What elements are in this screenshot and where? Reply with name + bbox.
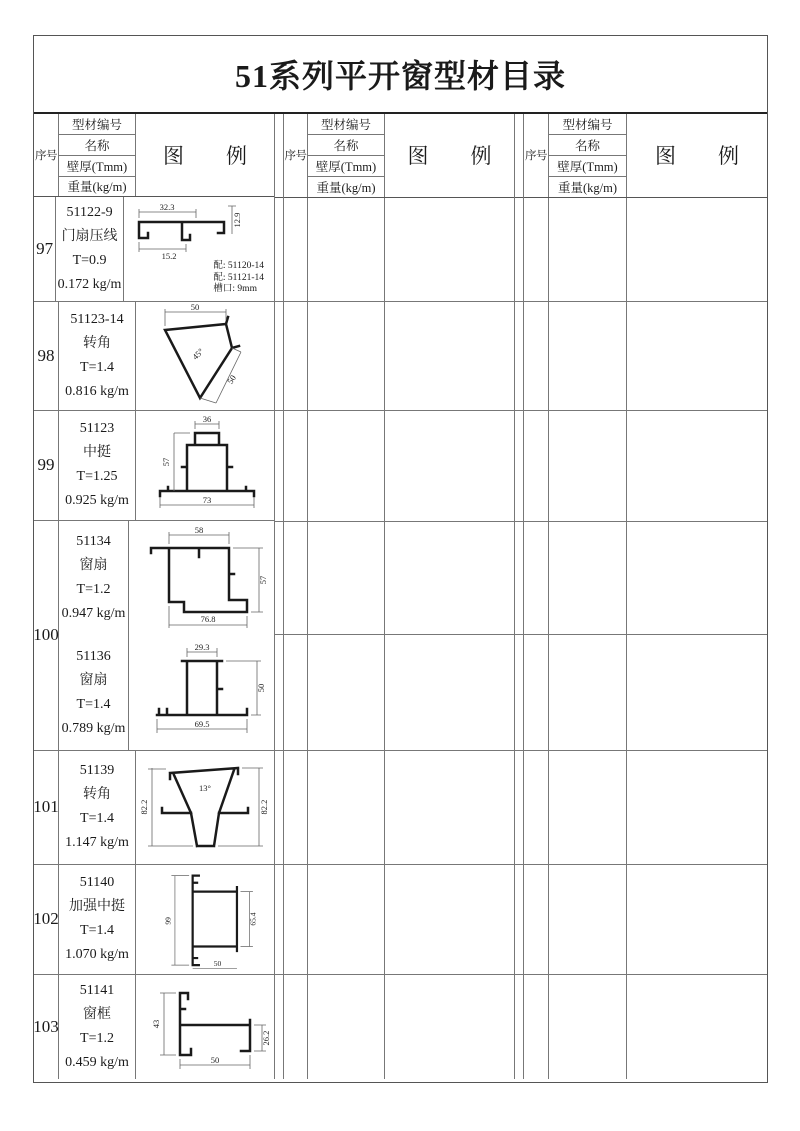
field-headers (59, 114, 136, 196)
profile-thickness: T=1.25 (76, 469, 118, 485)
dimension-label: 26.2 (260, 1031, 271, 1046)
profile-info (59, 411, 136, 520)
field-header-weight: 重量(kg/m) (316, 180, 376, 195)
row-number: 99 (34, 411, 59, 520)
profile-code: 51140 (79, 875, 115, 891)
profile-code: 51134 (76, 534, 111, 550)
profile-info (59, 975, 136, 1079)
page-title: 51系列平开窗型材目录 (34, 36, 767, 114)
field-header-code: 型材编号 (308, 114, 384, 135)
dimension-label: 15.2 (161, 251, 177, 261)
profile-drawing (138, 415, 273, 515)
empty-row (284, 411, 514, 521)
field-header-name: 名称 (59, 135, 135, 156)
note-line: 槽口: 9mm (213, 284, 257, 295)
dimension-label: 57 (160, 457, 171, 467)
empty-row (284, 751, 514, 865)
dimension-label: 82.2 (138, 799, 149, 815)
table-body (34, 114, 767, 1079)
profile-info (59, 865, 136, 974)
profile-name: 窗扇 (79, 672, 108, 688)
profile-drawing (138, 751, 273, 863)
field-header-thickness: 壁厚(Tmm) (59, 156, 135, 177)
note-line: 配: 51121-14 (213, 272, 264, 283)
seq-header: 序号 (524, 114, 549, 197)
profile-drawing (129, 522, 274, 634)
profile-illustration (129, 521, 274, 636)
profile-illustration (136, 975, 274, 1079)
dimension-label: 36 (202, 415, 211, 425)
field-headers (308, 114, 385, 197)
profile-illustration (136, 302, 274, 410)
empty-row (524, 198, 767, 302)
profile-thickness: T=1.4 (80, 359, 114, 375)
table-row (34, 865, 274, 975)
profile-name: 转角 (83, 787, 111, 803)
dimension-label: 82.2 (258, 799, 269, 815)
table-row (34, 521, 274, 751)
dimension-label: 13° (198, 783, 211, 794)
profile-info (56, 197, 124, 300)
pairing-notes (213, 261, 274, 296)
profile-drawing (124, 202, 274, 260)
profile-drawing (138, 979, 273, 1074)
field-header-code: 型材编号 (59, 114, 135, 135)
group1-header (34, 114, 274, 197)
table-row (34, 302, 274, 411)
field-header-weight: 重量(kg/m) (67, 180, 127, 195)
profile-weight: 1.147 kg/m (65, 835, 129, 851)
empty-row (524, 302, 767, 411)
profile-drawing (129, 643, 274, 743)
profile-code: 51141 (79, 982, 115, 998)
table-row (34, 975, 274, 1079)
note-line: 配: 51120-14 (213, 261, 264, 272)
empty-row (284, 302, 514, 411)
profile-weight: 0.789 kg/m (61, 720, 126, 736)
profile-drawing (140, 302, 270, 410)
seq-header: 序号 (284, 114, 308, 197)
profile-drawing (143, 865, 268, 974)
dimension-label: 32.3 (159, 202, 175, 213)
group2-header (284, 114, 514, 198)
table-row (34, 197, 274, 301)
field-header-name: 名称 (308, 135, 384, 156)
table-row (34, 751, 274, 865)
dimension-label: 43 (150, 1020, 161, 1029)
profile-name: 加强中挺 (69, 899, 125, 915)
row-number: 102 (34, 865, 59, 974)
field-header-thickness: 壁厚(Tmm) (308, 156, 384, 177)
empty-row (284, 865, 514, 974)
dimension-label: 12.9 (232, 212, 242, 228)
profile-name: 门扇压线 (61, 228, 118, 244)
field-header-thickness: 壁厚(Tmm) (549, 156, 626, 177)
profile-info (59, 751, 136, 864)
illustration-header: 图 例 (407, 144, 492, 169)
dimension-label: 45° (190, 345, 206, 362)
profile-thickness: T=1.2 (80, 1030, 114, 1046)
dimension-label: 29.3 (194, 642, 210, 652)
empty-row (284, 975, 514, 1079)
empty-row (524, 865, 767, 974)
column-group-2 (284, 114, 514, 1079)
seq-header: 序号 (34, 114, 59, 196)
dimension-label: 65.4 (248, 912, 258, 926)
profile-illustration (136, 411, 274, 520)
profile-code: 51123 (79, 421, 115, 437)
profile-illustration (124, 197, 274, 300)
dimension-label: 73 (202, 495, 211, 506)
profile-info-stack (59, 521, 129, 750)
empty-row (284, 522, 514, 635)
column-group-3 (524, 114, 767, 1079)
dimension-label: 50 (210, 1055, 219, 1066)
row-number: 101 (34, 751, 59, 864)
table-row (34, 411, 274, 521)
row-number: 100 (34, 521, 59, 750)
profile-thickness: T=1.4 (80, 811, 114, 827)
dimension-label: 99 (162, 916, 172, 925)
group-divider (514, 114, 524, 1079)
profile-thickness: T=1.4 (80, 923, 114, 939)
field-header-name: 名称 (549, 135, 626, 156)
group3-header (524, 114, 767, 198)
illustration-header: 图 例 (655, 144, 739, 169)
profile-thickness: T=1.2 (76, 582, 111, 598)
row-number: 103 (34, 975, 59, 1079)
profile-weight: 0.816 kg/m (65, 383, 129, 399)
profile-thickness: T=0.9 (72, 252, 107, 268)
dimension-label: 76.8 (200, 614, 216, 625)
empty-row (524, 411, 767, 521)
group-divider (274, 114, 284, 1079)
profile-code: 51136 (76, 648, 111, 664)
column-group-1 (34, 114, 274, 1079)
profile-code: 51123-14 (70, 311, 124, 327)
profile-info (59, 635, 128, 750)
profile-thickness: T=1.4 (76, 696, 111, 712)
empty-row (524, 751, 767, 865)
profile-name: 窗框 (83, 1006, 111, 1022)
field-header-weight: 重量(kg/m) (557, 180, 618, 195)
dimension-label: 57 (258, 575, 268, 585)
dimension-label: 50 (213, 958, 221, 968)
field-headers (549, 114, 627, 197)
dimension-label: 58 (194, 525, 204, 536)
profile-illustration (136, 751, 274, 864)
empty-row (284, 635, 514, 750)
dimension-label: 69.5 (194, 718, 210, 729)
profile-illustration (129, 635, 274, 750)
profile-code: 51122-9 (66, 204, 113, 220)
empty-row (524, 635, 767, 750)
row-number: 98 (34, 302, 59, 410)
profile-catalog-table (33, 35, 768, 1083)
profile-name: 窗扇 (79, 558, 108, 574)
profile-name: 转角 (83, 335, 111, 351)
profile-weight: 0.947 kg/m (61, 606, 126, 622)
empty-row (524, 522, 767, 635)
field-header-code: 型材编号 (549, 114, 626, 135)
profile-name: 中挺 (83, 445, 111, 461)
profile-weight: 0.925 kg/m (65, 493, 129, 509)
profile-code: 51139 (79, 763, 115, 779)
empty-row (524, 975, 767, 1079)
profile-weight: 0.172 kg/m (57, 276, 122, 292)
illustration-header: 图 例 (163, 144, 247, 169)
empty-row (284, 198, 514, 302)
profile-info (59, 521, 128, 636)
row-number: 97 (34, 197, 56, 300)
dimension-label: 50 (190, 301, 200, 312)
profile-illustration-stack (129, 521, 274, 750)
profile-info (59, 302, 136, 410)
profile-weight: 0.459 kg/m (65, 1054, 129, 1070)
dimension-label: 50 (256, 683, 266, 692)
profile-weight: 1.070 kg/m (65, 947, 129, 963)
profile-illustration (136, 865, 274, 974)
dimension-label: 50 (224, 372, 238, 386)
